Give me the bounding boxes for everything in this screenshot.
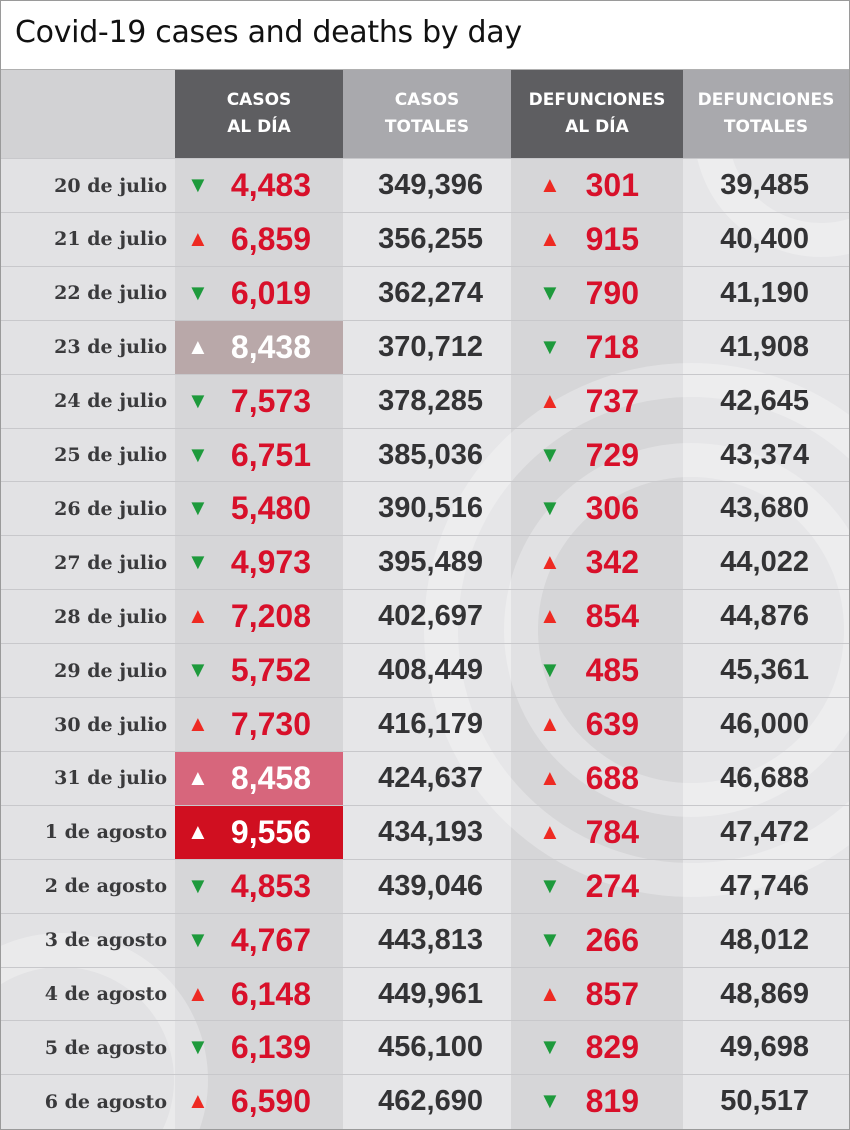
trend-down-arrow-icon: ▼: [539, 1088, 561, 1114]
daily-cases-cell: [175, 590, 343, 643]
daily-deaths-value: 266: [585, 921, 639, 958]
trend-down-arrow-icon: ▼: [187, 172, 209, 197]
table-row: [1, 1074, 849, 1128]
daily-deaths-cell: [511, 752, 683, 805]
total-deaths-value: 42,645: [720, 384, 809, 417]
daily-cases-value: 6,019: [230, 274, 311, 311]
daily-cases-cell: [175, 1021, 343, 1074]
daily-deaths-cell: [511, 590, 683, 643]
daily-deaths-value: 784: [585, 813, 639, 850]
trend-up-arrow-icon: ▲: [539, 711, 561, 736]
daily-deaths-cell: [511, 1021, 683, 1074]
daily-cases-value: 7,573: [230, 382, 311, 419]
total-cases-value: 395,489: [378, 546, 483, 579]
trend-down-arrow-icon: ▼: [187, 1034, 209, 1060]
daily-cases-value: 8,458: [230, 759, 311, 796]
total-deaths-value: 43,374: [720, 438, 809, 471]
total-deaths-value: 47,472: [720, 815, 809, 848]
total-cases-value: 370,712: [378, 330, 483, 363]
total-deaths-value: 49,698: [720, 1031, 809, 1064]
table-row: [1, 481, 849, 535]
date-label: 27 de julio: [54, 551, 167, 574]
trend-up-arrow-icon: ▲: [539, 549, 561, 575]
daily-cases-cell: [175, 482, 343, 535]
total-cases-value: 385,036: [378, 438, 483, 471]
daily-deaths-value: 342: [585, 544, 639, 581]
daily-deaths-cell: [511, 429, 683, 482]
trend-down-arrow-icon: ▼: [187, 495, 209, 521]
daily-cases-value: 6,590: [230, 1083, 311, 1120]
table-row: [1, 535, 849, 589]
table-row: [1, 158, 849, 212]
daily-cases-value: 5,480: [230, 490, 311, 527]
daily-cases-cell: [175, 213, 343, 266]
table-row: [1, 266, 849, 320]
total-deaths-value: 45,361: [720, 654, 809, 687]
daily-cases-cell: [175, 321, 343, 374]
daily-deaths-cell: [511, 698, 683, 751]
daily-deaths-value: 857: [585, 975, 639, 1012]
daily-cases-value: 4,767: [230, 921, 311, 958]
date-label: 26 de julio: [54, 497, 167, 520]
daily-cases-value: 8,438: [230, 328, 311, 365]
daily-deaths-value: 737: [585, 382, 639, 419]
total-cases-value: 462,690: [378, 1085, 483, 1118]
daily-cases-cell: [175, 159, 343, 212]
date-label: 22 de julio: [54, 282, 167, 305]
date-column-header: [1, 70, 175, 158]
date-label: 20 de julio: [54, 174, 167, 197]
daily-cases-value: 6,751: [230, 436, 311, 473]
daily-deaths-value: 485: [585, 652, 639, 689]
daily-deaths-header: DEFUNCIONES AL DÍA: [511, 70, 683, 158]
trend-up-arrow-icon: ▲: [539, 172, 561, 197]
trend-down-arrow-icon: ▼: [187, 657, 209, 683]
trend-down-arrow-icon: ▼: [539, 1034, 561, 1060]
date-label: 29 de julio: [54, 659, 167, 682]
total-cases-header: CASOS TOTALES: [343, 70, 511, 158]
table-row: [1, 967, 849, 1021]
total-cases-value: 434,193: [378, 815, 483, 848]
daily-deaths-value: 854: [585, 598, 639, 635]
total-cases-value: 424,637: [378, 761, 483, 794]
daily-deaths-value: 274: [585, 867, 639, 904]
trend-up-arrow-icon: ▲: [187, 333, 209, 359]
table-row: [1, 1020, 849, 1074]
daily-cases-cell: [175, 914, 343, 967]
daily-cases-value: 7,730: [230, 706, 311, 742]
date-label: 1 de agosto: [44, 821, 167, 844]
table-row: [1, 751, 849, 805]
total-deaths-value: 47,746: [720, 869, 809, 902]
daily-cases-cell: [175, 806, 343, 859]
trend-up-arrow-icon: ▲: [539, 225, 561, 251]
table-row: [1, 805, 849, 859]
date-label: 5 de agosto: [44, 1036, 167, 1059]
table-row: [1, 859, 849, 913]
total-deaths-value: 46,000: [720, 708, 809, 740]
daily-cases-value: 9,556: [230, 813, 311, 850]
daily-deaths-value: 790: [585, 274, 639, 311]
daily-deaths-value: 639: [585, 706, 639, 742]
date-label: 23 de julio: [54, 336, 167, 359]
trend-down-arrow-icon: ▼: [539, 872, 561, 898]
daily-deaths-value: 306: [585, 490, 639, 527]
table-row: [1, 428, 849, 482]
table-row: [1, 374, 849, 428]
daily-deaths-value: 829: [585, 1029, 639, 1066]
trend-up-arrow-icon: ▲: [187, 980, 209, 1006]
daily-cases-value: 4,973: [230, 544, 311, 581]
trend-up-arrow-icon: ▲: [187, 603, 209, 629]
date-label: 25 de julio: [54, 444, 167, 466]
trend-up-arrow-icon: ▲: [539, 603, 561, 629]
trend-down-arrow-icon: ▼: [539, 657, 561, 683]
daily-deaths-cell: [511, 267, 683, 320]
date-label: 30 de julio: [54, 713, 167, 736]
trend-up-arrow-icon: ▲: [539, 764, 561, 790]
total-deaths-value: 40,400: [720, 222, 809, 255]
total-cases-value: 390,516: [378, 492, 483, 525]
trend-down-arrow-icon: ▼: [187, 279, 209, 305]
total-deaths-value: 46,688: [720, 761, 809, 794]
table-row: [1, 643, 849, 697]
daily-deaths-value: 729: [585, 436, 639, 473]
total-deaths-value: 41,908: [720, 330, 809, 363]
total-cases-value: 439,046: [378, 869, 483, 902]
daily-deaths-cell: [511, 968, 683, 1021]
trend-up-arrow-icon: ▲: [187, 764, 209, 790]
total-deaths-header: DEFUNCIONES TOTALES: [683, 70, 849, 158]
table-row: [1, 697, 849, 751]
daily-cases-value: 5,752: [230, 652, 311, 689]
trend-up-arrow-icon: ▲: [539, 387, 561, 413]
trend-down-arrow-icon: ▼: [187, 387, 209, 413]
daily-cases-cell: [175, 860, 343, 913]
daily-cases-cell: [175, 698, 343, 751]
daily-deaths-cell: [511, 321, 683, 374]
daily-deaths-cell: [511, 159, 683, 212]
total-deaths-value: 50,517: [720, 1085, 809, 1118]
daily-deaths-cell: [511, 375, 683, 428]
daily-deaths-cell: [511, 482, 683, 535]
title-bar: [1, 1, 849, 70]
daily-deaths-cell: [511, 213, 683, 266]
daily-deaths-value: 718: [585, 328, 639, 365]
trend-down-arrow-icon: ▼: [539, 279, 561, 305]
date-label: 3 de agosto: [44, 929, 167, 952]
total-cases-value: 449,961: [378, 977, 483, 1010]
trend-down-arrow-icon: ▼: [539, 495, 561, 521]
date-label: 21 de julio: [54, 228, 167, 251]
trend-up-arrow-icon: ▲: [187, 818, 209, 844]
daily-cases-cell: [175, 752, 343, 805]
total-deaths-value: 41,190: [720, 276, 809, 309]
daily-deaths-cell: [511, 536, 683, 589]
trend-up-arrow-icon: ▲: [187, 225, 209, 251]
date-label: 24 de julio: [54, 390, 167, 413]
daily-cases-value: 6,148: [230, 975, 311, 1012]
daily-cases-cell: [175, 1075, 343, 1128]
trend-down-arrow-icon: ▼: [539, 333, 561, 359]
daily-cases-cell: [175, 267, 343, 320]
daily-cases-value: 4,853: [230, 867, 311, 904]
trend-down-arrow-icon: ▼: [539, 926, 561, 952]
trend-up-arrow-icon: ▲: [187, 1088, 209, 1114]
total-cases-value: 408,449: [378, 654, 483, 687]
daily-deaths-cell: [511, 860, 683, 913]
daily-deaths-value: 688: [585, 759, 639, 796]
daily-deaths-cell: [511, 806, 683, 859]
total-deaths-value: 39,485: [720, 169, 809, 201]
date-label: 6 de agosto: [44, 1090, 167, 1113]
daily-cases-cell: [175, 968, 343, 1021]
table-row: [1, 913, 849, 967]
trend-down-arrow-icon: ▼: [187, 926, 209, 952]
trend-up-arrow-icon: ▲: [539, 980, 561, 1006]
total-cases-value: 456,100: [378, 1031, 483, 1064]
trend-down-arrow-icon: ▼: [187, 872, 209, 898]
total-cases-value: 402,697: [378, 600, 483, 633]
trend-down-arrow-icon: ▼: [539, 441, 561, 467]
date-label: 4 de agosto: [44, 983, 167, 1005]
total-deaths-value: 43,680: [720, 492, 809, 525]
total-cases-value: 362,274: [378, 276, 483, 309]
trend-up-arrow-icon: ▲: [539, 818, 561, 844]
date-label: 31 de julio: [54, 767, 167, 790]
covid-table: [1, 70, 849, 1129]
daily-deaths-value: 301: [585, 167, 639, 203]
daily-cases-cell: [175, 536, 343, 589]
table-row: [1, 212, 849, 266]
date-label: 28 de julio: [54, 605, 167, 628]
daily-cases-header: CASOS AL DÍA: [175, 70, 343, 158]
total-cases-value: 378,285: [378, 384, 483, 417]
daily-deaths-cell: [511, 1075, 683, 1128]
total-cases-value: 416,179: [378, 708, 483, 740]
table-row: [1, 589, 849, 643]
daily-deaths-cell: [511, 644, 683, 697]
table-row: [1, 320, 849, 374]
daily-cases-value: 6,859: [230, 220, 311, 257]
total-cases-value: 349,396: [378, 169, 483, 201]
daily-cases-value: 7,208: [230, 598, 311, 635]
total-deaths-value: 44,022: [720, 546, 809, 579]
daily-cases-cell: [175, 375, 343, 428]
trend-down-arrow-icon: ▼: [187, 549, 209, 575]
date-label: 2 de agosto: [44, 875, 167, 898]
daily-deaths-value: 819: [585, 1083, 639, 1120]
daily-cases-cell: [175, 644, 343, 697]
total-deaths-value: 48,012: [720, 923, 809, 956]
daily-cases-value: 4,483: [230, 167, 311, 203]
total-deaths-value: 48,869: [720, 977, 809, 1010]
daily-deaths-cell: [511, 914, 683, 967]
daily-deaths-value: 915: [585, 220, 639, 257]
total-cases-value: 356,255: [378, 222, 483, 255]
page-title: Covid-19 cases and deaths by day: [15, 15, 522, 50]
trend-down-arrow-icon: ▼: [187, 441, 209, 467]
total-cases-value: 443,813: [378, 923, 483, 956]
trend-up-arrow-icon: ▲: [187, 711, 209, 736]
daily-cases-value: 6,139: [230, 1029, 311, 1066]
total-deaths-value: 44,876: [720, 600, 809, 633]
daily-cases-cell: [175, 429, 343, 482]
